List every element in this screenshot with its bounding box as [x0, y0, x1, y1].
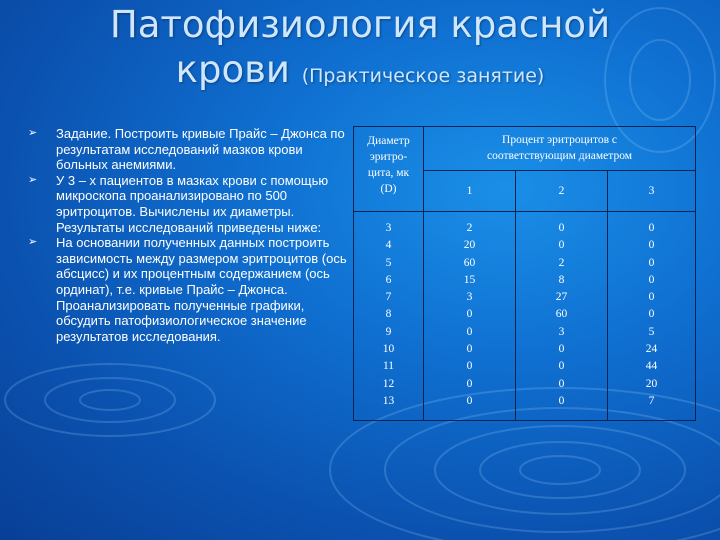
table-cell: 0 [466, 377, 473, 390]
table-cell: 8 [558, 273, 565, 286]
title-line-1: Патофизиология красной [109, 3, 611, 46]
table-cell: 5 [648, 325, 655, 338]
table-cell: 7 [648, 394, 655, 407]
patient-3-header: 3 [608, 171, 696, 212]
table-cell: 0 [648, 291, 655, 304]
table-cell: 0 [558, 343, 565, 356]
table-cell: 0 [558, 394, 565, 407]
percent-header: Процент эритроцитов с соответствующим диаметром [424, 127, 696, 171]
table-cell: 60 [463, 256, 476, 269]
table-cell: 24 [645, 343, 658, 356]
bullet-text: У 3 – х пациентов в мазках крови с помощью микроскопа проанализировано по 500 эритроцитов. Вычислены их диаметры. Результаты исследований приведены ниже: [56, 172, 329, 235]
bullet-text: На основании полученных данных построить зависимость между размером эритроцитов (ось абсцисс) и их процентным содержанием (ось ординат), т.е. кривые Прайс – Джонса. Проанализировать полученные графики, обсудить патофизиологическое значение результатов исследования. [56, 235, 347, 344]
table-cell: 44 [645, 360, 658, 373]
patient-2-header: 2 [516, 171, 608, 212]
table-cell: 0 [558, 377, 565, 390]
erythrocyte-diameter-table [353, 126, 696, 421]
bullet-item [28, 126, 348, 173]
table-cell: 13 [382, 394, 395, 407]
table-cell: 27 [555, 291, 568, 304]
slide-title [0, 2, 720, 98]
table-cell: 0 [558, 360, 565, 373]
table-cell: 0 [648, 256, 655, 269]
table-cell: 6 [385, 273, 392, 286]
title-subtitle: (Практическое занятие) [301, 65, 545, 87]
table-cell: 0 [466, 394, 473, 407]
table-cell: 7 [385, 291, 392, 304]
table-cell: 4 [385, 239, 392, 252]
title-main-word: крови [175, 48, 290, 91]
table-cell: 0 [466, 325, 473, 338]
table-cell: 60 [555, 308, 568, 321]
table-cell: 0 [466, 343, 473, 356]
table-cell: 12 [382, 377, 395, 390]
patient-1-header: 1 [424, 171, 516, 212]
arrow-bullet-icon: ➢ [28, 127, 38, 139]
diameter-column [354, 212, 424, 421]
table-cell: 3 [385, 222, 392, 234]
patient-3-column [608, 212, 696, 421]
table-cell: 0 [648, 239, 655, 252]
table-cell: 20 [463, 239, 476, 252]
table-cell: 11 [382, 360, 395, 373]
table-cell: 0 [648, 273, 655, 286]
table-cell: 3 [558, 325, 565, 338]
bullet-item [28, 173, 348, 235]
table-cell: 9 [385, 325, 392, 338]
bullet-text: Задание. Построить кривые Прайс – Джонса по результатам исследований мазков крови больных анемиями. [56, 126, 345, 173]
table-cell: 8 [385, 308, 392, 321]
table-cell: 2 [466, 222, 473, 234]
table-cell: 0 [558, 222, 565, 234]
title-line-2 [0, 48, 720, 98]
table-cell: 3 [466, 291, 473, 304]
arrow-bullet-icon: ➢ [28, 173, 38, 186]
bullet-item [28, 235, 348, 344]
table-cell: 10 [382, 343, 395, 356]
patient-2-column [516, 212, 608, 421]
table-cell: 0 [466, 360, 473, 373]
table-cell: 0 [466, 308, 473, 321]
table-cell: 20 [645, 377, 658, 390]
table-cell: 0 [558, 239, 565, 252]
table-cell: 5 [385, 256, 392, 269]
table-cell: 2 [558, 256, 565, 269]
table-cell: 0 [648, 222, 655, 234]
patient-1-column [424, 212, 516, 421]
table-cell: 15 [463, 273, 476, 286]
task-bullet-list [28, 126, 348, 344]
diameter-header: Диаметр эритро- цита, мк (D) [354, 127, 424, 212]
arrow-bullet-icon: ➢ [28, 236, 38, 249]
table-cell: 0 [648, 308, 655, 321]
